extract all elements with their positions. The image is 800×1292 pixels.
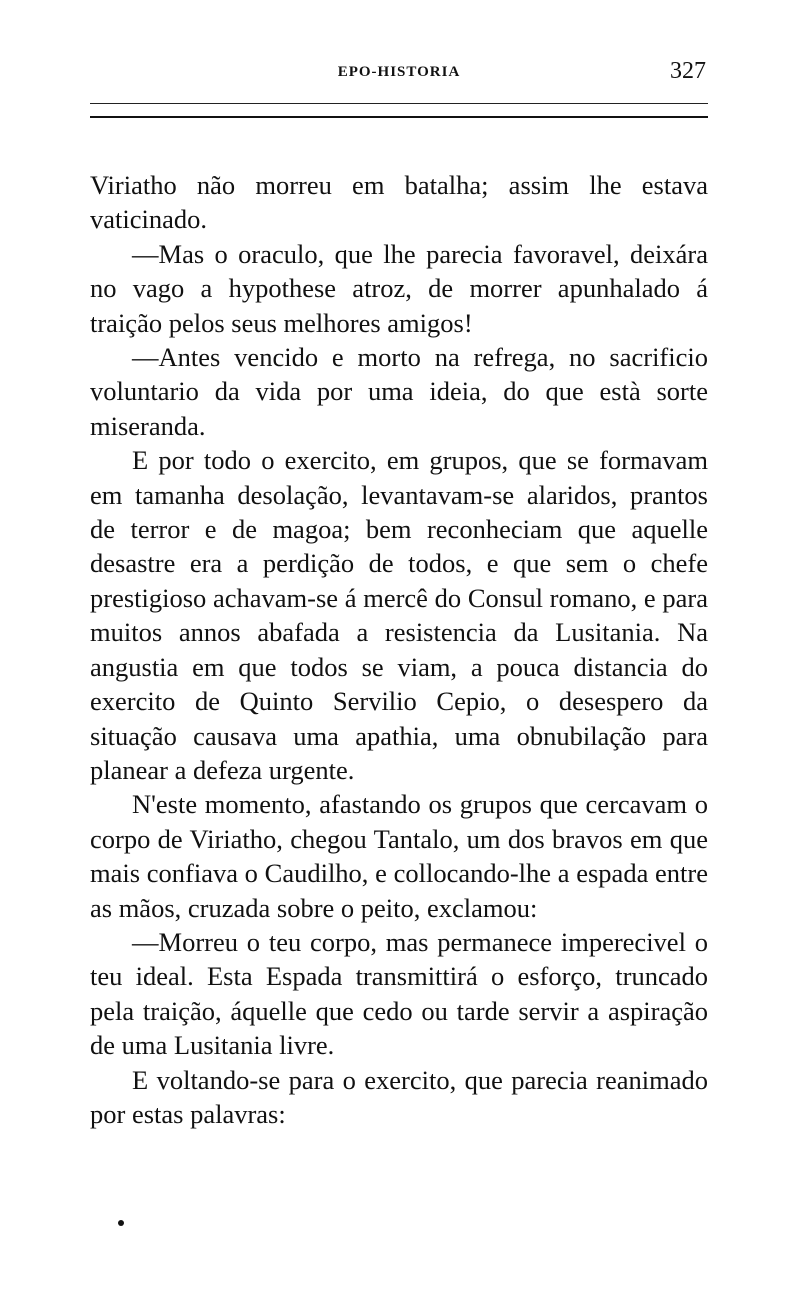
paragraph: —Mas o oraculo, que lhe parecia favoravel, deixára no vago a hypothese atroz, de morrer apunhalado á traição pelos seus melhores amigos! [90,238,708,338]
paragraph: E por todo o exercito, em grupos, que se formavam em tamanha desolação, levantavam-se alaridos, prantos de terror e de magoa; bem reconheciam que aquelle desastre era a perdição de todos, e que sem o chefe prestigioso achavam-se á mercê do Consul romano, e para muitos annos abafada a resistencia da Lusitania. Na angustia em que todos se viam, a pouca distancia do exercito de Quinto Servilio Cepio, o desespero da situação causava uma apathia, uma obnubilação para planear a defeza urgente. [90,445,708,785]
paragraph: Viriatho não morreu em batalha; assim lhe estava vaticinado. [90,170,708,235]
running-head [90,58,708,92]
page-number: 327 [670,58,706,84]
paragraph: —Morreu o teu corpo, mas permanece imperecivel o teu ideal. Esta Espada transmittirá o esforço, truncado pela traição, áquelle que cedo ou tarde servir a aspiração de uma Lusitania livre. [90,926,708,1061]
paragraph: N'este momento, afastando os grupos que cercavam o corpo de Viriatho, chegou Tantalo, um dos bravos em que mais confiava o Caudilho, e collocando-lhe a espada entre as mãos, cruzada sobre o peito, exclamou: [90,789,708,923]
paragraph: E voltando-se para o exercito, que parecia reanimado por estas palavras: [90,1064,708,1129]
running-title: EPO-HISTORIA [337,64,461,80]
ink-speck [118,1220,124,1226]
paragraph: —Antes vencido e morto na refrega, no sacrificio voluntario da vida por uma ideia, do que està sorte miseranda. [90,342,708,441]
body-text [90,168,708,1131]
header-rule-thick [90,116,708,118]
header-rule-thin [90,103,708,104]
